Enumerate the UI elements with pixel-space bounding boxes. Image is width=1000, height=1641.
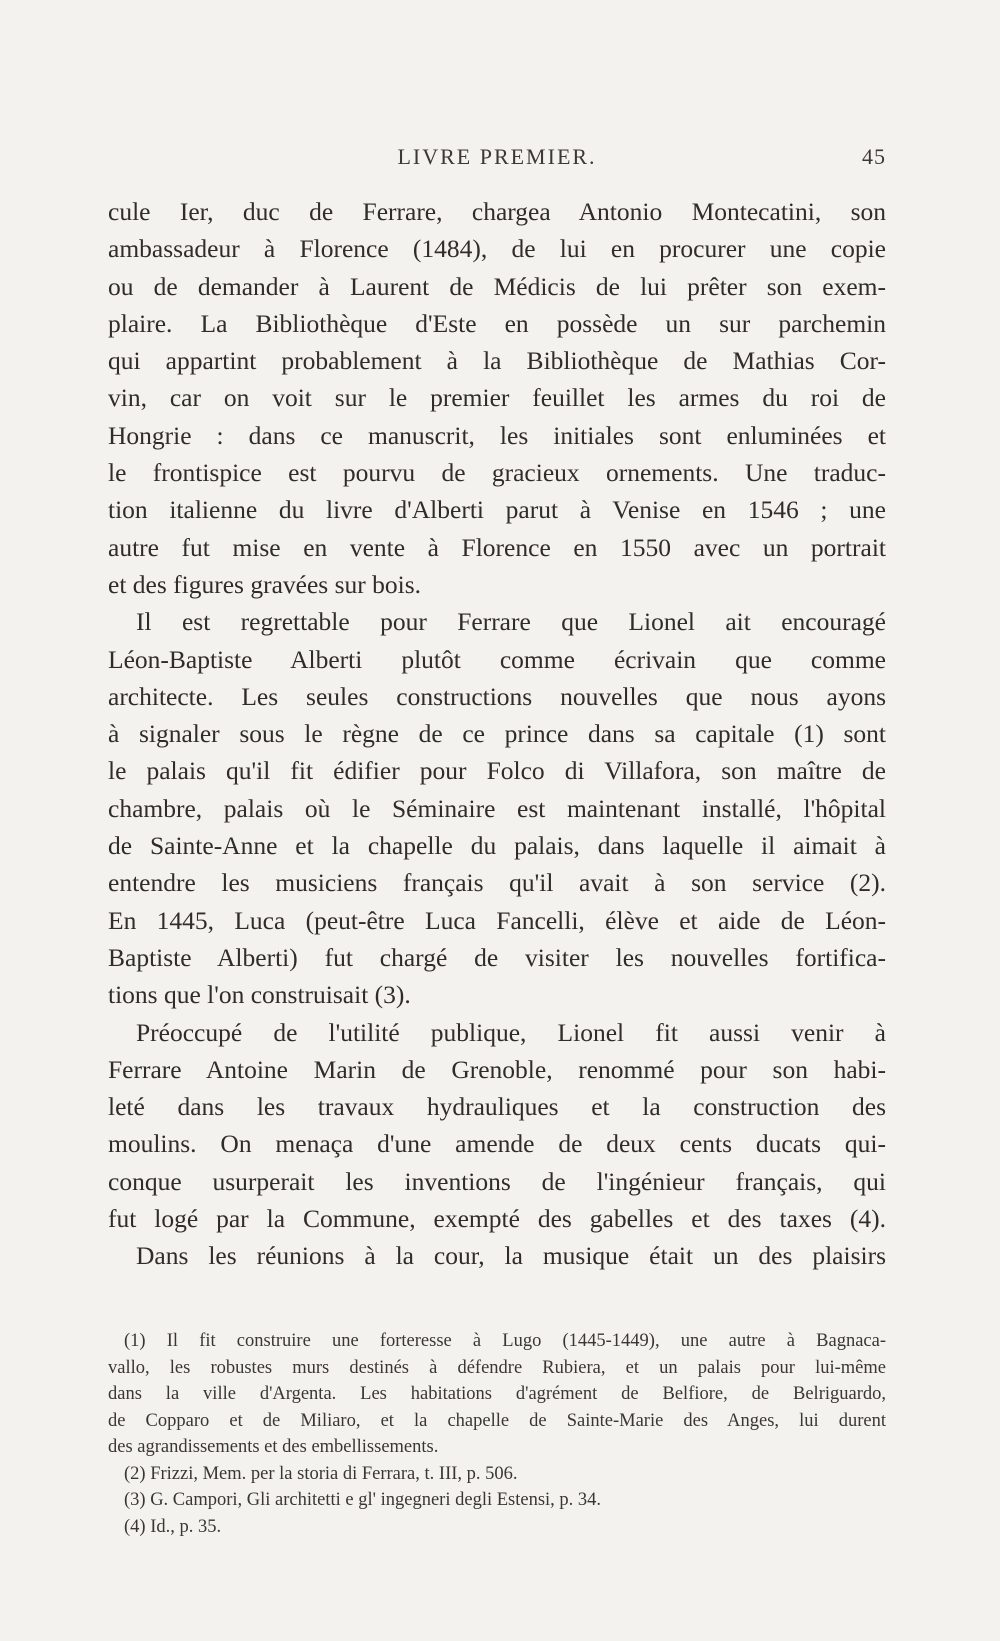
text-line: Ferrare Antoine Marin de Grenoble, renommé pour son habi- xyxy=(108,1054,886,1084)
text-line: et des figures gravées sur bois. xyxy=(108,569,421,599)
text-line: à signaler sous le règne de ce prince dans sa capitale (1) sont xyxy=(108,719,886,749)
text-line: Préoccupé de l'utilité publique, Lionel fit aussi venir à xyxy=(136,1017,886,1047)
text-line: fut logé par la Commune, exempté des gabelles et des taxes (4). xyxy=(108,1204,886,1234)
page-number: 45 xyxy=(862,144,886,169)
text-line: de Sainte-Anne et la chapelle du palais, dans laquelle il aimait à xyxy=(108,831,886,861)
footnote-line: (2) Frizzi, Mem. per la storia di Ferrara, t. III, p. 506. xyxy=(124,1463,518,1484)
footnote-line: (3) G. Campori, Gli architetti e gl' ingegneri degli Estensi, p. 34. xyxy=(124,1490,602,1510)
text-line: chambre, palais où le Séminaire est maintenant installé, l'hôpital xyxy=(108,793,886,823)
text-line: moulins. On menaça d'une amende de deux cents ducats qui- xyxy=(108,1129,886,1159)
text-line: le frontispice est pourvu de gracieux ornements. Une traduc- xyxy=(108,458,886,488)
text-line: Léon-Baptiste Alberti plutôt comme écrivain que comme xyxy=(108,644,886,674)
footnote-line: de Copparo et de Miliaro, et la chapelle de Sainte-Marie des Anges, lui durent xyxy=(108,1410,886,1431)
text-line: conque usurperait les inventions de l'ingénieur français, qui xyxy=(108,1166,886,1196)
text-line: tion italienne du livre d'Alberti parut à Venise en 1546 ; une xyxy=(108,495,886,525)
running-title: LIVRE PREMIER. xyxy=(397,144,597,169)
text-line: Baptiste Alberti) fut chargé de visiter les nouvelles fortifica- xyxy=(108,942,886,972)
footnote-line: (4) Id., p. 35. xyxy=(124,1516,222,1537)
text-line: Hongrie : dans ce manuscrit, les initiales sont enluminées et xyxy=(108,420,886,450)
footnote-line: des agrandissements et des embellissements. xyxy=(108,1437,439,1457)
body-text xyxy=(108,193,886,1275)
text-line: le palais qu'il fit édifier pour Folco di Villafora, son maître de xyxy=(108,756,886,786)
text-line: plaire. La Bibliothèque d'Este en possède un sur parchemin xyxy=(108,308,886,338)
text-line: ou de demander à Laurent de Médicis de lui prêter son exem- xyxy=(108,271,886,301)
text-line: qui appartint probablement à la Bibliothèque de Mathias Cor- xyxy=(108,346,886,376)
footnote-line: (1) Il fit construire une forteresse à Lugo (1445-1449), une autre à Bagnaca- xyxy=(124,1331,886,1351)
text-line: Dans les réunions à la cour, la musique était un des plaisirs xyxy=(136,1241,886,1271)
text-line: ambassadeur à Florence (1484), de lui en procurer une copie xyxy=(108,234,886,264)
text-line: cule Ier, duc de Ferrare, chargea Antonio Montecatini, son xyxy=(108,197,886,226)
text-line: Il est regrettable pour Ferrare que Lionel ait encouragé xyxy=(136,607,886,637)
footnote-line: vallo, les robustes murs destinés à défendre Rubiera, et un palais pour lui-même xyxy=(108,1357,886,1378)
text-line: autre fut mise en vente à Florence en 1550 avec un portrait xyxy=(108,532,886,562)
footnotes xyxy=(108,1328,886,1540)
text-line: tions que l'on construisait (3). xyxy=(108,980,411,1010)
text-line: entendre les musiciens français qu'il avait à son service (2). xyxy=(108,868,886,898)
text-line: En 1445, Luca (peut-être Luca Fancelli, élève et aide de Léon- xyxy=(108,905,886,935)
running-head xyxy=(108,144,886,174)
footnote-line: dans la ville d'Argenta. Les habitations d'agrément de Belfiore, de Belriguardo, xyxy=(108,1384,886,1404)
text-line: architecte. Les seules constructions nouvelles que nous ayons xyxy=(108,681,886,711)
text-line: vin, car on voit sur le premier feuillet les armes du roi de xyxy=(108,383,886,413)
text-line: leté dans les travaux hydrauliques et la construction des xyxy=(108,1092,886,1122)
